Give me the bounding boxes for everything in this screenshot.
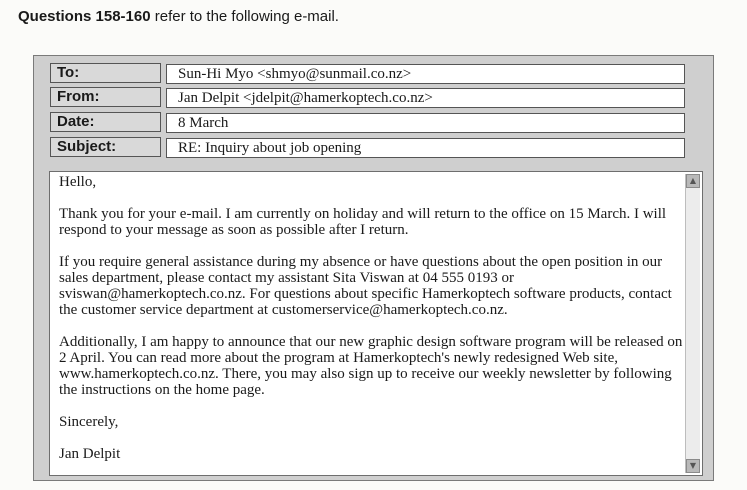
subject-field: RE: Inquiry about job opening (166, 138, 685, 158)
message-text (59, 174, 689, 478)
paragraph-3: Additionally, I am happy to announce that our new graphic design software program will be released on 2 April. You can read more about the program at Hamerkoptech's newly redesigned Web site, www.hamerkoptech.co.nz. There, you may also sign up to receive our weekly newsletter by following the instructions on the home page. (59, 334, 683, 398)
closing: Sincerely, (59, 414, 119, 430)
email-body (49, 171, 703, 476)
vertical-scrollbar[interactable] (685, 174, 700, 473)
greeting: Hello, (59, 174, 97, 190)
to-field: Sun-Hi Myo <shmyo@sunmail.co.nz> (166, 64, 685, 84)
date-field: 8 March (166, 113, 685, 133)
email-window (33, 55, 714, 481)
date-label: Date: (50, 112, 161, 132)
scroll-down-arrow-icon[interactable]: ▼ (686, 459, 700, 473)
paragraph-2: If you require general assistance during my absence or have questions about the open position in our sales department, please contact my assistant Sita Viswan at 04 555 0193 or sviswan@hamerkoptech.co.nz. For questions about specific Hamerkoptech software products, contact the customer service department at customerservice@hamerkoptech.co.nz. (59, 254, 672, 318)
to-label: To: (50, 63, 161, 83)
paragraph-1: Thank you for your e-mail. I am currently on holiday and will return to the office on 15 March. I will respond to your message as soon as possible after I return. (59, 206, 667, 238)
question-heading-rest: refer to the following e-mail. (150, 8, 339, 25)
question-range: Questions 158-160 (18, 8, 151, 25)
from-field: Jan Delpit <jdelpit@hamerkoptech.co.nz> (166, 88, 685, 108)
signature: Jan Delpit (59, 446, 121, 462)
subject-label: Subject: (50, 137, 161, 157)
scroll-up-arrow-icon[interactable]: ▲ (686, 174, 700, 188)
question-heading (18, 8, 339, 25)
from-label: From: (50, 87, 161, 107)
